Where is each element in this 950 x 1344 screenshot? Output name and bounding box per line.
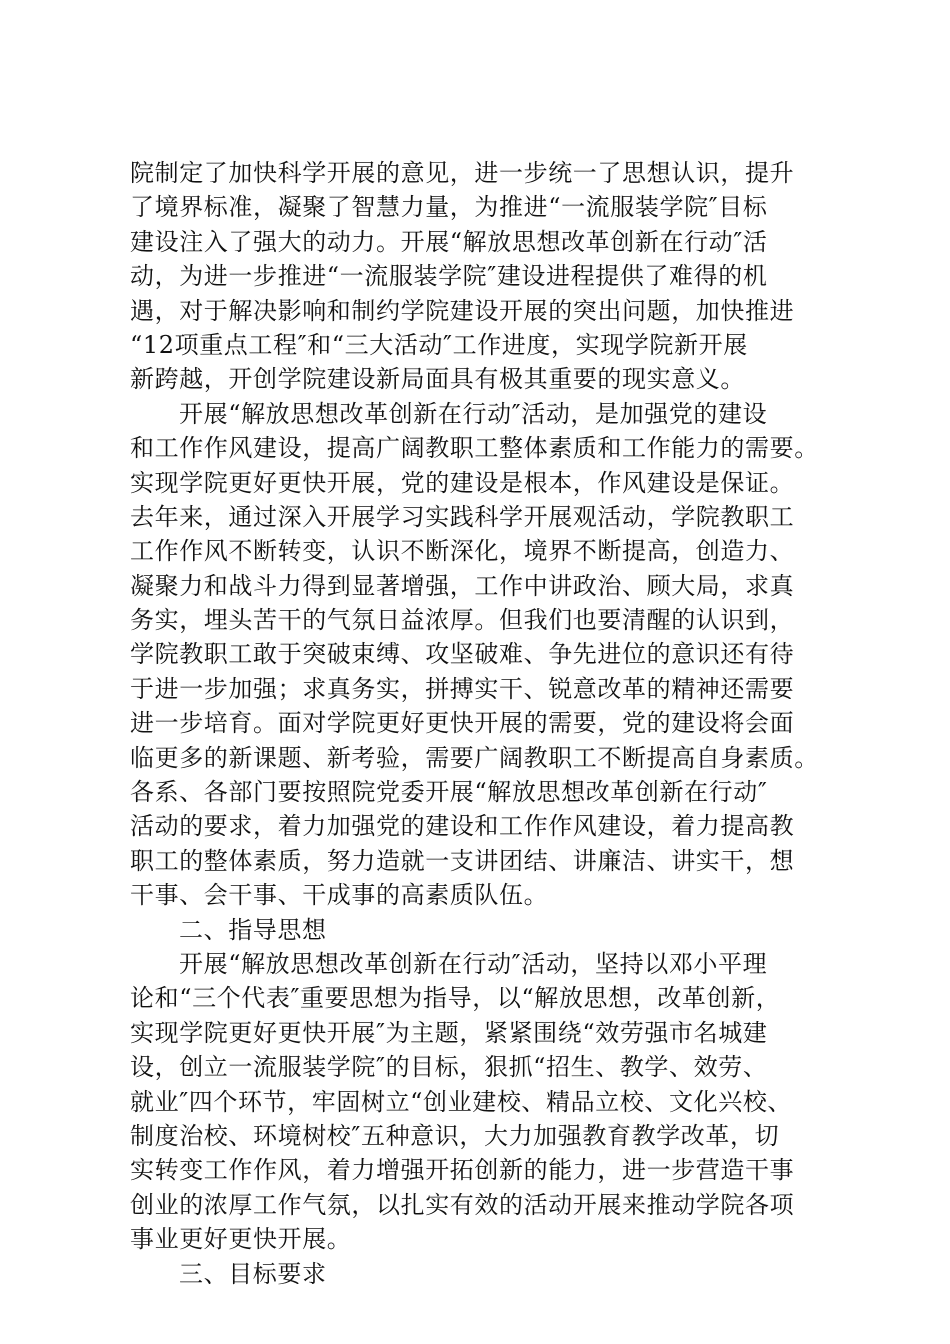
text-line: 就业″四个环节，牢固树立“创业建校、精品立校、文化兴校、 [130,1087,793,1116]
text-line: 干事、会干事、干成事的高素质队伍。 [130,881,549,910]
text-line: 事业更好更快开展。 [130,1225,352,1254]
text-line: 院制定了加快科学开展的意见，进一步统一了思想认识，提升 [130,159,795,187]
paragraph-continuation [130,156,830,397]
text-line: 和工作作风建设，提高广阔教职工整体素质和工作能力的需要。 [130,434,819,463]
text-line: 务实，埋头苦干的气氛日益浓厚。但我们也要清醒的认识到， [130,606,795,635]
text-line: 实现学院更好更快开展″为主题，紧紧围绕“效劳强市名城建 [130,1018,768,1047]
text-line: 工作作风不断转变，认识不断深化，境界不断提高，创造力、 [130,537,795,566]
text-line: 实现学院更好更快开展，党的建设是根本，作风建设是保证。 [130,468,795,497]
text-line: 动，为进一步推进“一流服装学院″建设进程提供了难得的机 [130,262,768,291]
text-line: 建设注入了强大的动力。开展“解放思想改革创新在行动″活 [130,227,768,256]
paragraph-party-building [130,397,830,913]
text-line: 各系、各部门要按照院党委开展“解放思想改革创新在行动″ [130,778,768,807]
paragraph-guiding-ideology [130,947,830,1257]
text-line: 新跨越，开创学院建设新局面具有极其重要的现实意义。 [130,365,745,394]
text-line: 论和“三个代表″重要思想为指导，以“解放思想，改革创新， [130,984,781,1013]
text-line: 开展“解放思想改革创新在行动″活动，坚持以邓小平理 [179,949,768,978]
text-line: 学院教职工敢于突破束缚、攻坚破难、争先进位的意识还有待 [130,640,795,669]
text-line: 去年来，通过深入开展学习实践科学开展观活动，学院教职工 [130,502,795,531]
text-line: 开展“解放思想改革创新在行动″活动，是加强党的建设 [179,399,768,428]
section-heading-goals [130,1257,830,1291]
text-line: 活动的要求，着力加强党的建设和工作作风建设，着力提高教 [130,812,795,841]
text-line: 临更多的新课题、新考验，需要广阔教职工不断提高自身素质。 [130,743,819,772]
text-line: 凝聚力和战斗力得到显著增强，工作中讲政治、顾大局，求真 [130,571,795,600]
section-heading: 三、目标要求 [179,1259,327,1288]
text-line: 创业的浓厚工作气氛，以扎实有效的活动开展来推动学院各项 [130,1190,795,1219]
text-line: 于进一步加强；求真务实，拼搏实干、锐意改革的精神还需要 [130,674,795,703]
text-line: 实转变工作作风，着力增强开拓创新的能力，进一步营造干事 [130,1156,795,1185]
section-heading-guiding-ideology [130,913,830,947]
text-line: “12项重点工程″和“三大活动″工作进度，实现学院新开展 [130,330,748,359]
text-line: 了境界标准，凝聚了智慧力量，为推进“一流服装学院″目标 [130,193,768,222]
text-line: 制度治校、环境树校″五种意识，大力加强教育教学改革，切 [130,1121,780,1150]
text-line: 职工的整体素质，努力造就一支讲团结、讲廉洁、讲实干，想 [130,846,795,875]
text-line: 进一步培育。面对学院更好更快开展的需要，党的建设将会面 [130,709,795,738]
document-page [130,156,830,1291]
section-heading: 二、指导思想 [179,915,327,944]
text-line: 遇，对于解决影响和制约学院建设开展的突出问题，加快推进 [130,296,795,325]
text-line: 设，创立一流服装学院″的目标，狠抓“招生、教学、效劳、 [130,1053,768,1082]
